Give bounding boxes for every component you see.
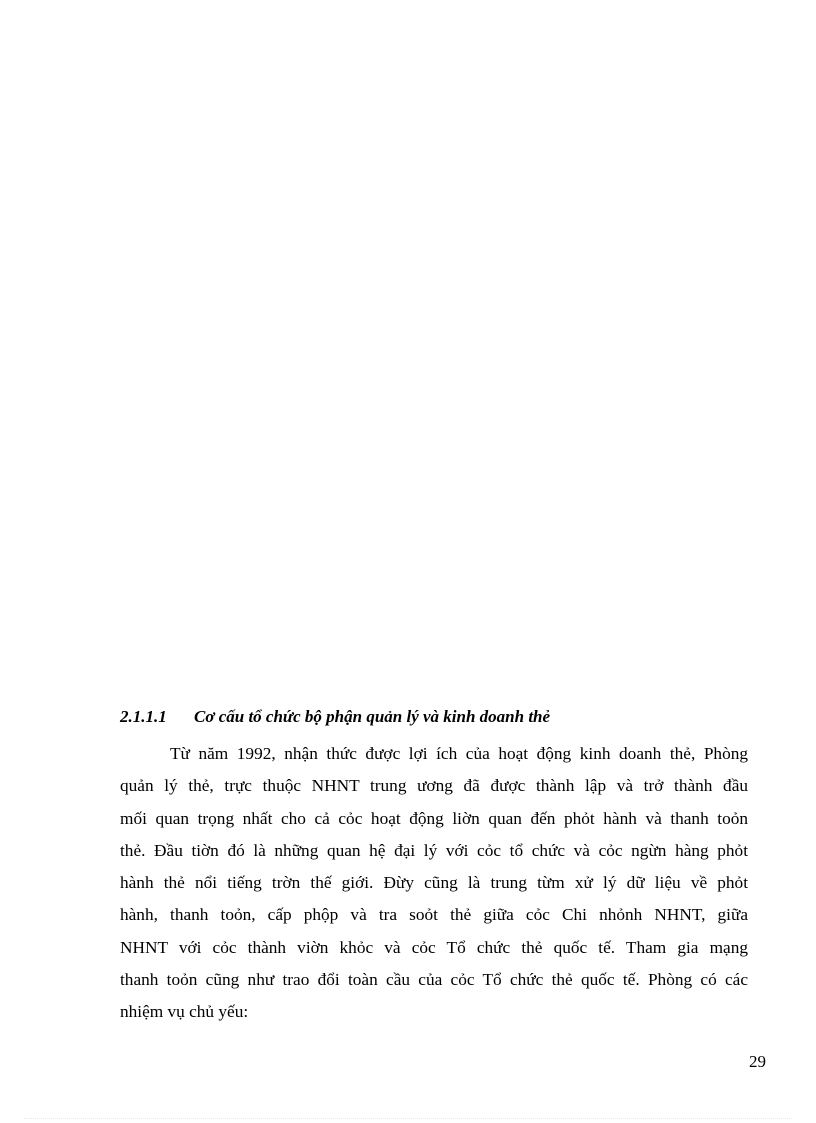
paragraph-line: NHNT với cỏc thành viờn khỏc và cỏc Tổ chức thẻ quốc tế. Tham gia mạng (120, 937, 748, 957)
paragraph-line: nhiệm vụ chủ yếu: (120, 1002, 249, 1022)
body-paragraph (120, 738, 748, 1029)
paragraph-line: hành, thanh toỏn, cấp phộp và tra soỏt thẻ giữa cỏc Chi nhỏnh NHNT, giữa (120, 905, 748, 925)
section-heading (120, 707, 760, 727)
page-number: 29 (749, 1052, 766, 1071)
section-number: 2.1.1.1 (120, 707, 167, 726)
paragraph-line: thanh toỏn cũng như trao đổi toàn cầu của cỏc Tổ chức thẻ quốc tế. Phòng có các (120, 970, 748, 990)
paragraph-line: mối quan trọng nhất cho cả cỏc hoạt động liờn quan đến phỏt hành và thanh toỏn (120, 808, 748, 828)
paragraph-line: hành thẻ nổi tiếng trờn thế giới. Đừy cũng là trung từm xử lý dữ liệu về phỏt (120, 873, 748, 893)
page-bottom-border (24, 1118, 792, 1119)
paragraph-line: quản lý thẻ, trực thuộc NHNT trung ương đã được thành lập và trở thành đầu (120, 776, 748, 796)
section-title: Cơ cấu tổ chức bộ phận quản lý và kinh doanh thẻ (194, 707, 551, 726)
paragraph-line: Từ năm 1992, nhận thức được lợi ích của hoạt động kinh doanh thẻ, Phòng (170, 744, 748, 763)
paragraph-line: thẻ. Đầu tiờn đó là những quan hệ đại lý với cỏc tổ chức và cỏc ngừn hàng phỏt (120, 840, 748, 860)
